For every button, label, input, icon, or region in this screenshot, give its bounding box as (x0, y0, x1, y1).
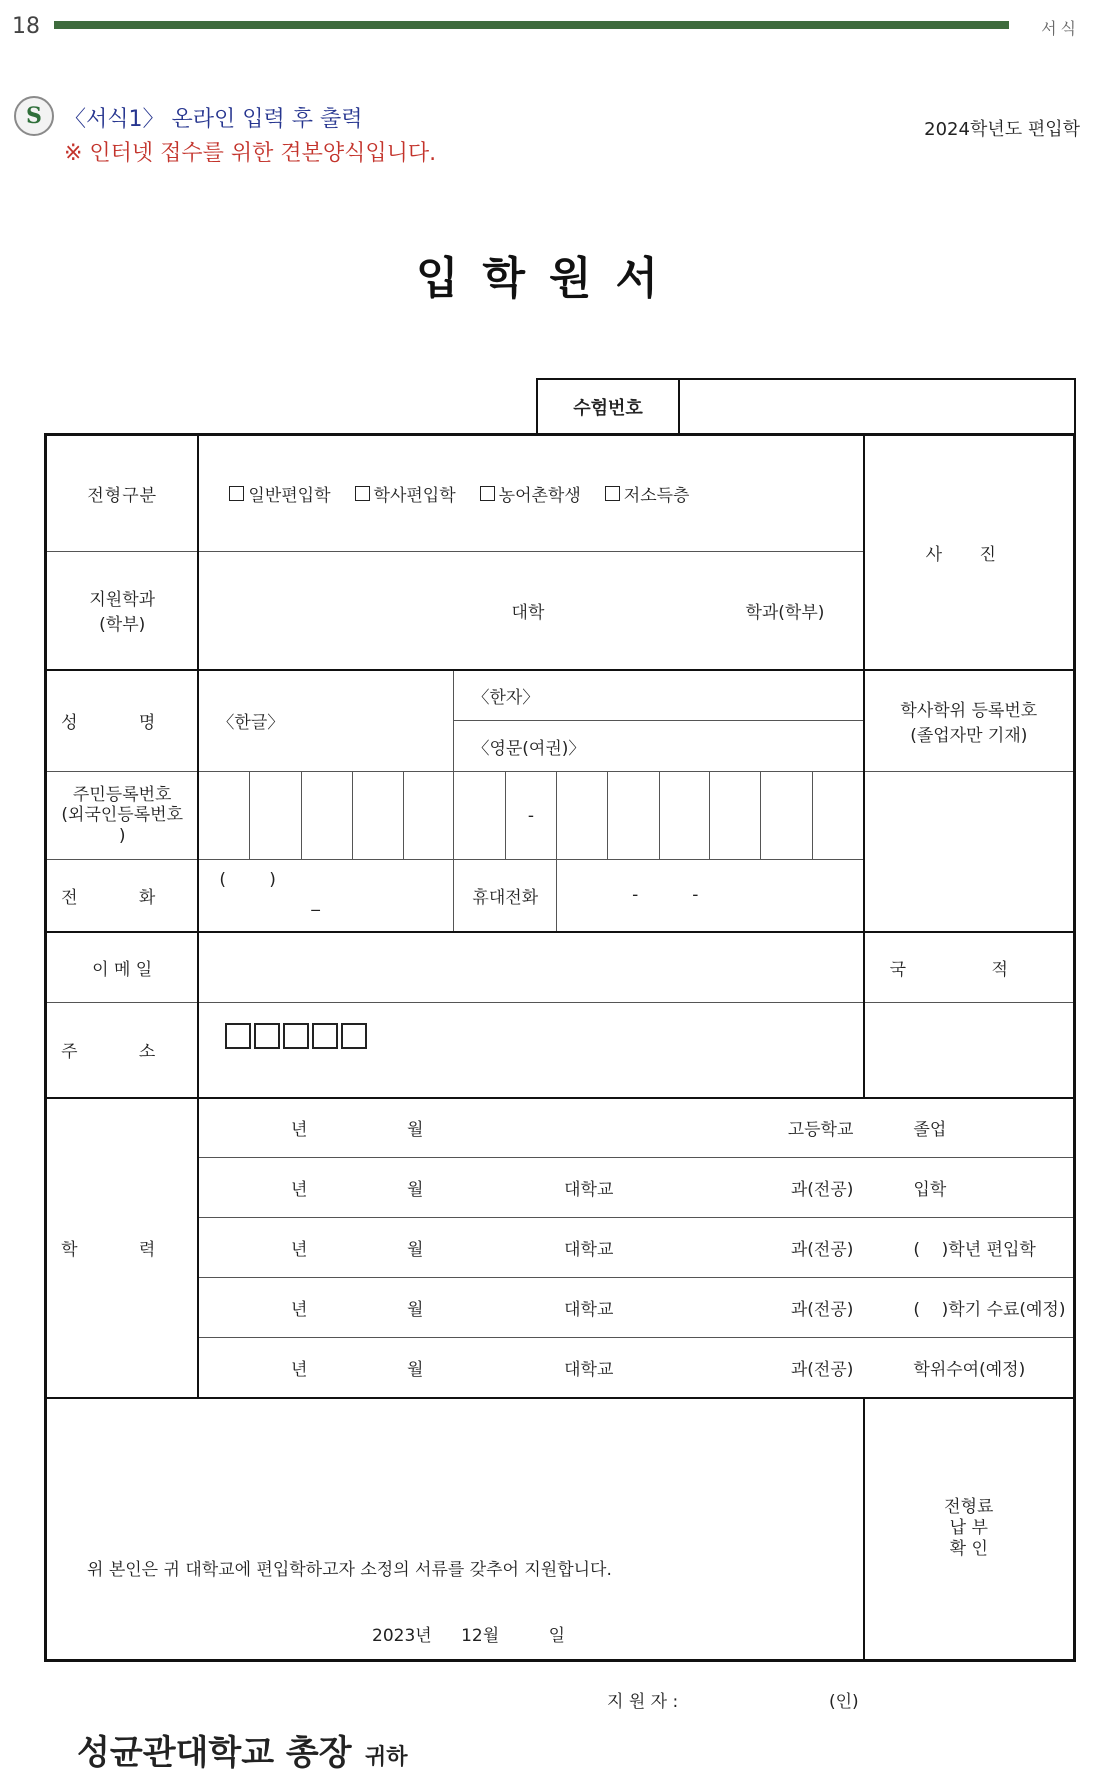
resident-digit[interactable] (404, 772, 454, 860)
college-suffix: 대학 (511, 602, 545, 623)
education-row[interactable]: 년 월 대학교 과(전공) ( )학기 수료(예정) (198, 1278, 1074, 1338)
notice-text: ※ 인터넷 접수를 위한 견본양식입니다. (64, 141, 437, 166)
checkbox-icon (229, 486, 244, 501)
page-title: 입학원서 (415, 253, 682, 304)
form-tag: 〈서식1〉 온라인 입력 후 출력 (64, 107, 363, 132)
education-row[interactable]: 년 월 고등학교 졸업 (198, 1098, 1074, 1158)
category-options (199, 481, 862, 506)
mobile-field[interactable]: - - (557, 860, 864, 932)
resident-digit[interactable] (198, 772, 249, 860)
resident-digit[interactable] (352, 772, 403, 860)
checkbox-icon (605, 486, 620, 501)
header-bar (54, 21, 1009, 29)
university-logo-icon: S (14, 96, 54, 136)
zip-box (225, 1023, 251, 1049)
resident-dash: - (505, 772, 556, 860)
exam-number-label: 수험번호 (538, 380, 680, 434)
name-hanja[interactable]: 〈한자〉 (454, 670, 864, 721)
declaration-section (46, 1398, 864, 1773)
zip-box (312, 1023, 338, 1049)
page-number: 18 (12, 14, 40, 39)
year-label: 2024학년도 편입학 (924, 119, 1080, 140)
resident-digit[interactable] (761, 772, 812, 860)
category-label: 전형구분 (46, 435, 199, 552)
checkbox-icon (355, 486, 370, 501)
option-general[interactable]: 일반편입학 (229, 481, 330, 506)
nationality-label: 국 적 (864, 932, 1075, 1003)
resident-digit[interactable] (812, 772, 863, 860)
checkbox-icon (480, 486, 495, 501)
option-low-income[interactable]: 저소득층 (605, 481, 690, 506)
section-label: 서식 (1041, 19, 1080, 38)
degree-registration-field[interactable] (864, 772, 1075, 932)
email-label: 이 메 일 (46, 932, 199, 1003)
fee-confirmation: 전형료 납 부 확 인 (864, 1398, 1075, 1661)
department-label: 지원학과 (학부) (46, 552, 199, 670)
name-english[interactable]: 〈영문(여권)〉 (454, 721, 864, 772)
name-korean[interactable]: 〈한글〉 (198, 670, 454, 772)
resident-digit[interactable] (659, 772, 709, 860)
education-row[interactable]: 년 월 대학교 과(전공) 입학 (198, 1158, 1074, 1218)
phone-field[interactable]: ( ) _ (198, 860, 454, 932)
exam-number-field[interactable] (680, 380, 1074, 434)
address-label: 주 소 (46, 1003, 199, 1098)
dept-suffix: 학과(학부) (745, 602, 825, 623)
addressee: 성균관대학교 총장 귀하 (77, 1732, 408, 1773)
applicant-seal[interactable]: (인) (829, 1691, 859, 1712)
photo-area: 사 진 (864, 435, 1075, 670)
option-rural[interactable]: 농어촌학생 (480, 481, 581, 506)
resident-digit[interactable] (250, 772, 301, 860)
nationality-field[interactable] (864, 1003, 1075, 1098)
resident-digit[interactable] (557, 772, 608, 860)
zip-box (341, 1023, 367, 1049)
resident-digit[interactable] (454, 772, 505, 860)
application-form (44, 433, 1076, 1773)
option-bachelor[interactable]: 학사편입학 (355, 481, 456, 506)
email-field[interactable] (198, 932, 863, 1003)
education-row[interactable]: 년 월 대학교 과(전공) 학위수여(예정) (198, 1338, 1074, 1398)
resident-digit[interactable] (710, 772, 761, 860)
resident-number-label: 주민등록번호 (외국인등록번호 ) (46, 772, 199, 860)
exam-number-box (536, 378, 1076, 434)
name-label: 성 명 (46, 670, 199, 772)
resident-digit[interactable] (301, 772, 352, 860)
declaration-text: 위 본인은 귀 대학교에 편입학하고자 소정의 서류를 갖추어 지원합니다. (87, 1559, 612, 1580)
education-label: 학 력 (46, 1098, 199, 1398)
address-field[interactable] (198, 1003, 863, 1098)
resident-digit[interactable] (608, 772, 659, 860)
declaration-date: 2023년 12월 일 (372, 1625, 565, 1646)
phone-label: 전 화 (46, 860, 199, 932)
degree-registration-label: 학사학위 등록번호 (졸업자만 기재) (864, 670, 1075, 772)
applicant-label: 지 원 자 : (607, 1691, 679, 1712)
mobile-label: 휴대전화 (454, 860, 557, 932)
education-row[interactable]: 년 월 대학교 과(전공) ( )학년 편입학 (198, 1218, 1074, 1278)
zip-box (283, 1023, 309, 1049)
zip-box (254, 1023, 280, 1049)
